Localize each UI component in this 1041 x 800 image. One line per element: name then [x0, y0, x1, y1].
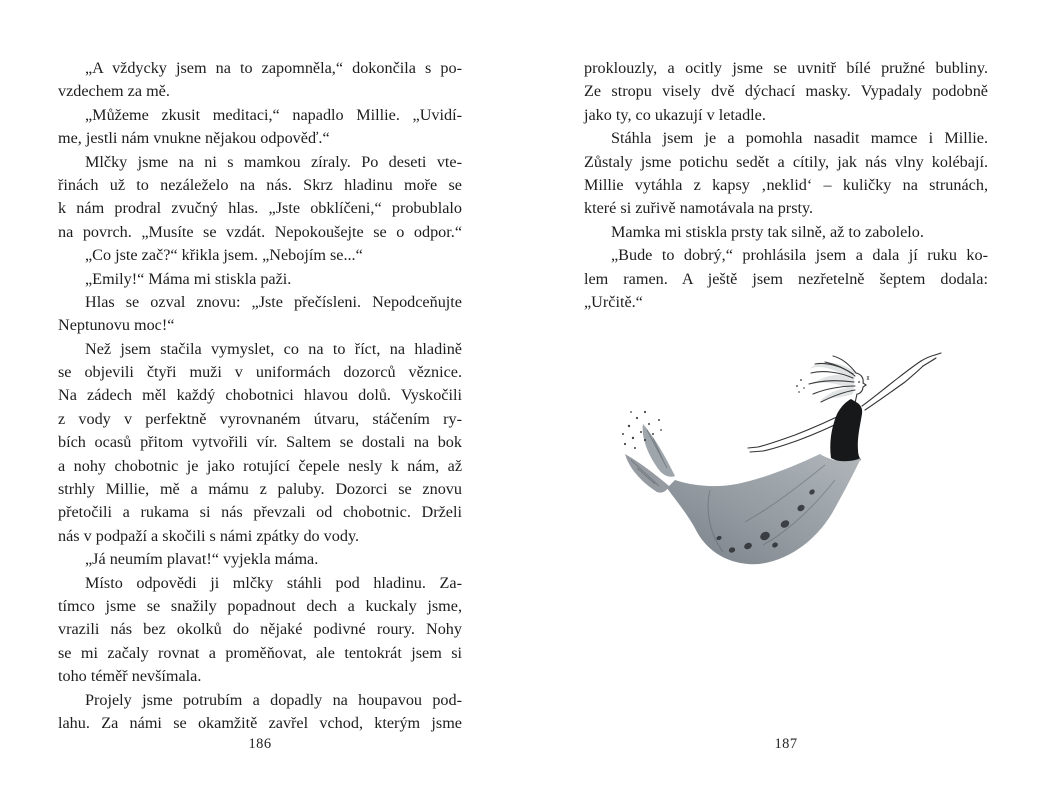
page-left-text [58, 57, 462, 735]
text-line: „Emily!“ Máma mi stiskla paži. [85, 269, 292, 288]
text-line: „Co jste zač?“ křikla jsem. „Nebojím se...“ [85, 246, 363, 265]
text-line: „Určitě.“ [584, 292, 643, 311]
text-line: tímco jsme se snažily popadnout dech a kuckaly jsme, [58, 596, 462, 615]
text-line: se mi začaly rovnat a proměňovat, ale tentokrát jsem si [58, 643, 462, 662]
text-line: k nám prodral zvučný hlas. „Jste obklíčeni,“ probublalo [58, 199, 462, 218]
text-line: bích ocasů přitom vytvořili vír. Saltem se dostali na bok [58, 433, 462, 452]
text-line: strhly Millie, mě a mámu z paluby. Dozorci se znovu [58, 480, 462, 499]
text-line: Projely jsme potrubím a dopadly na houpavou pod- [85, 690, 462, 709]
tail [667, 454, 861, 564]
page-number-right: 187 [774, 736, 798, 752]
mermaid-drawing-svg [615, 340, 945, 570]
page-right-text [584, 57, 988, 314]
text-line: z vody v perfektně vyrovnaném útvaru, stáčením ry- [58, 409, 462, 428]
text-line: nás v podpaží a skočili s námi zpátky do vody. [58, 526, 360, 545]
text-line: me, jestli nám vnukne nějakou odpověď.“ [58, 129, 330, 148]
right-arm [862, 353, 941, 410]
text-line: Stáhla jsem je a pomohla nasadit mamce i Millie. [611, 129, 988, 148]
text-line: se objevili čtyři muži v uniformách dozorců věznice. [58, 363, 462, 382]
text-line: lem ramen. A ještě jsem nezřetelně šeptem dodala: [584, 269, 988, 288]
text-line: lahu. Za námi se okamžitě zavřel vchod, kterým jsme [58, 713, 462, 732]
text-line: vzdechem za mě. [58, 82, 170, 101]
text-line: Mamka mi stiskla prsty tak silně, až to zabolelo. [611, 222, 924, 241]
text-line: Na zádech měl každý chobotnici hlavou dolů. Vyskočili [58, 386, 462, 405]
text-line: jako ty, co ukazují v letadle. [584, 105, 766, 124]
hair-specks [796, 379, 805, 393]
swimsuit [830, 399, 862, 462]
text-line: „Já neumím plavat!“ vyjekla máma. [85, 550, 319, 569]
page-number-left: 186 [248, 736, 272, 752]
sparkle [867, 376, 869, 380]
text-line: a nohy chobotnic je jako rotující čepele nesly k nám, až [58, 456, 462, 475]
text-line: které si zuřivě namotávala na prsty. [584, 199, 814, 218]
text-line: Millie vytáhla z kapsy ‚neklid‘ – kuličky na strunách, [584, 175, 988, 194]
text-line: „Bude to dobrý,“ prohlásila jsem a dala jí ruku ko- [611, 246, 988, 265]
text-line: Než jsem stačila vymyslet, co na to říct, na hladině [85, 339, 462, 358]
text-line: toho téměř nevšímala. [58, 667, 202, 686]
text-line: „A vždycky jsem na to zapomněla,“ dokončila s po- [85, 59, 462, 77]
text-line: Mlčky jsme na ni s mamkou zíraly. Po deseti vte- [85, 152, 462, 171]
text-line: Neptunovu moc!“ [58, 316, 175, 335]
eye [858, 381, 860, 383]
text-line: Místo odpovědi ji mlčky stáhli pod hladinu. Za- [85, 573, 462, 592]
mermaid-illustration [615, 340, 945, 570]
text-line: „Můžeme zkusit meditaci,“ napadlo Millie. „Uvidí- [85, 105, 462, 124]
text-line: řinách už to nezáleželo na nás. Skrz hladinu moře se [58, 175, 462, 194]
text-line: Ze stropu visely dvě dýchací masky. Vypadaly podobně [584, 82, 988, 101]
text-line: na povrch. „Musíte se vzdát. Nepokoušejte se o odpor.“ [58, 222, 462, 241]
text-line: Zůstaly jsme potichu sedět a cítily, jak nás vlny kolébají. [584, 152, 988, 171]
text-line: přetočili a rukama si nás převzali od chobotnic. Drželi [58, 503, 462, 522]
text-line: proklouzly, a ocitly jsme se uvnitř bílé pružné bubliny. [584, 59, 988, 77]
text-line: vrazili nás bez okolků do nějaké podivné roury. Nohy [58, 620, 462, 639]
text-line: Hlas se ozval znovu: „Jste přečísleni. Nepodceňujte [85, 292, 462, 311]
face [855, 373, 866, 403]
